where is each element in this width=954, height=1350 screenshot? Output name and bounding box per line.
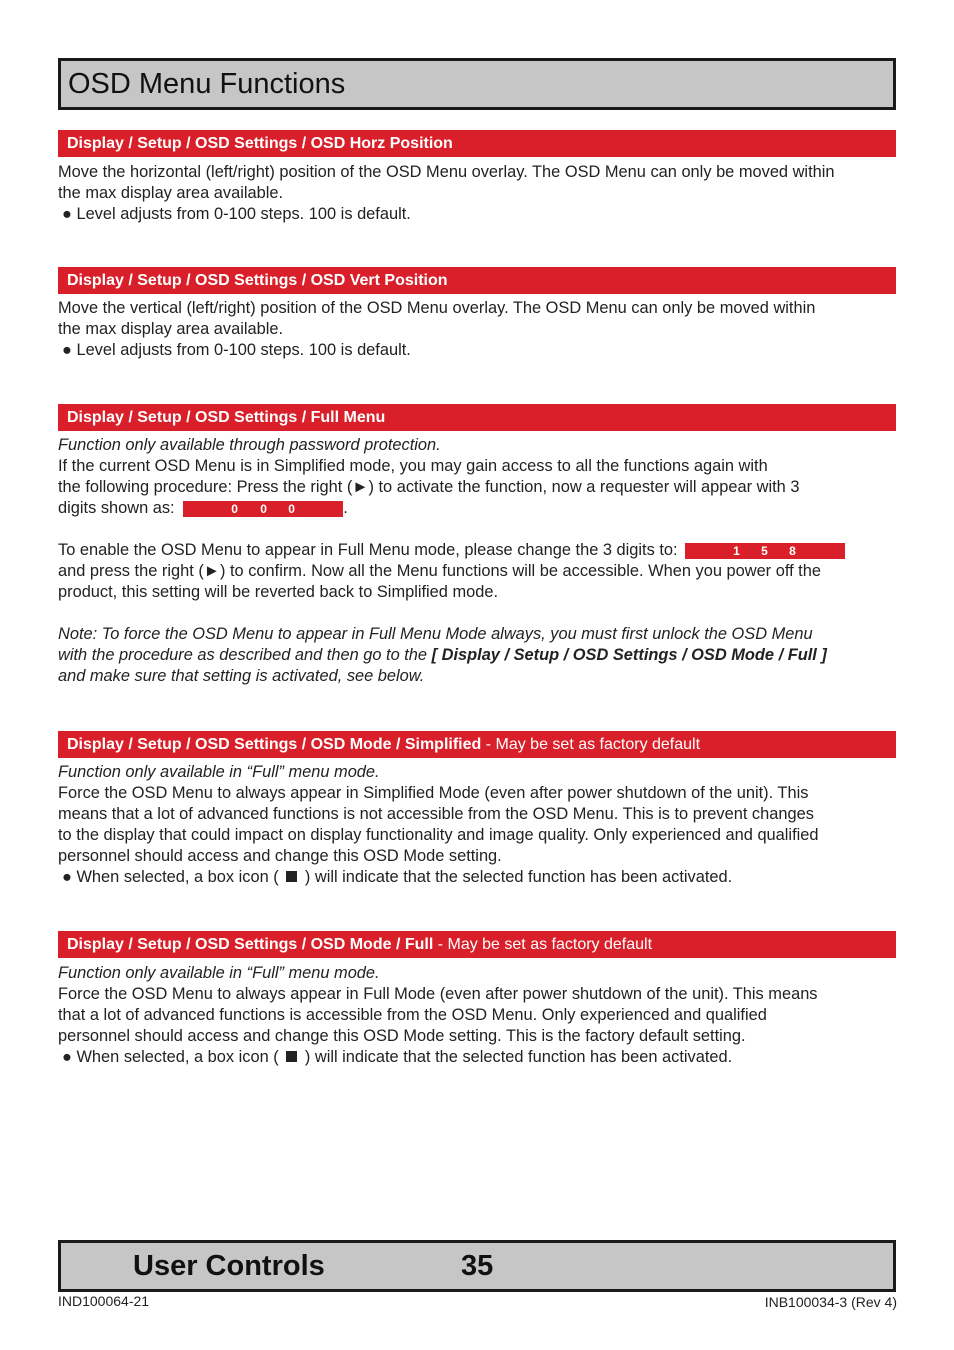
note-line: Note: To force the OSD Menu to appear in Full Menu Mode always, you must first unlock the OSD Menu [58,625,813,643]
section-heading-osd-mode-simplified [58,731,896,758]
digit: 0 [231,501,238,516]
digit: 0 [260,501,267,516]
section-heading-osd-mode-full [58,931,896,958]
bullet-text: ● When selected, a box icon ( [62,868,279,886]
bullet-item: ● Level adjusts from 0-100 steps. 100 is default. [62,341,411,359]
section-heading-text: Display / Setup / OSD Settings / OSD Mode / Simplified [67,736,482,753]
body-line: the max display area available. [58,184,284,202]
bullet-text: ) will indicate that the selected function has been activated. [304,868,733,886]
note-line: and make sure that setting is activated, see below. [58,667,425,685]
default-digits-field [183,501,343,517]
section-body-osd-mode-simplified [58,762,898,888]
footer-box [58,1240,896,1292]
bullet-text: ) will indicate that the selected function has been activated. [304,1048,733,1066]
section-heading-text: Display / Setup / OSD Settings / OSD Vert Position [67,272,448,289]
digit: 5 [761,543,768,558]
body-line: personnel should access and change this OSD Mode setting. This is the factory default setting. [58,1027,746,1045]
section-heading-text: Display / Setup / OSD Settings / Full Menu [67,409,386,426]
body-line: to the display that could impact on display functionality and image quality. Only experienced and qualified [58,826,819,844]
italic-line: Function only available in “Full” menu mode. [58,763,380,781]
doc-number-right: INB100034-3 (Rev 4) [764,1294,897,1310]
section-heading-vert-position [58,267,896,294]
page-title-box [58,58,896,110]
body-line: means that a lot of advanced functions is not accessible from the OSD Menu. This is to prevent changes [58,805,814,823]
body-line: the max display area available. [58,320,284,338]
digit: 1 [733,543,740,558]
body-line: product, this setting will be reverted back to Simplified mode. [58,583,499,601]
footer-section-title: User Controls [133,1250,325,1282]
bullet-text: ● When selected, a box icon ( [62,1048,279,1066]
body-line-with-digits [58,540,898,561]
section-body-full-menu [58,435,898,687]
body-line-with-digits [58,498,898,519]
unlock-digits-field [685,543,845,559]
italic-line: Function only available through password protection. [58,436,441,454]
bullet-item [58,867,898,888]
section-body-osd-mode-full [58,963,898,1068]
note-menu-path: [ Display / Setup / OSD Settings / OSD Mode / Full ] [431,646,827,664]
section-body-horz-position [58,162,898,225]
body-line: Force the OSD Menu to always appear in Full Mode (even after power shutdown of the unit). This means [58,985,818,1003]
body-line: personnel should access and change this OSD Mode setting. [58,847,502,865]
doc-number-left: IND100064-21 [58,1293,150,1309]
body-line: and press the right (►) to confirm. Now all the Menu functions will be accessible. When you power off the [58,562,821,580]
body-line: If the current OSD Menu is in Simplified mode, you may gain access to all the functions again with [58,457,768,475]
body-text: digits shown as: [58,499,175,517]
page-title: OSD Menu Functions [68,68,346,100]
page-number: 35 [461,1250,494,1282]
bullet-item: ● Level adjusts from 0-100 steps. 100 is default. [62,205,411,223]
digit: 8 [789,543,796,558]
body-line: that a lot of advanced functions is accessible from the OSD Menu. Only experienced and qualified [58,1006,767,1024]
section-body-vert-position [58,298,898,361]
section-heading-text: Display / Setup / OSD Settings / OSD Horz Position [67,135,453,152]
body-text: . [343,499,348,517]
section-heading-suffix: - May be set as factory default [433,936,653,953]
note-line [58,645,898,666]
section-heading-suffix: - May be set as factory default [481,736,701,753]
blank-line [58,603,898,624]
body-line: Move the vertical (left/right) position of the OSD Menu overlay. The OSD Menu can only be moved within [58,299,816,317]
blank-line [58,519,898,540]
section-heading-full-menu [58,404,896,431]
body-line: Force the OSD Menu to always appear in Simplified Mode (even after power shutdown of the unit). This [58,784,809,802]
section-heading-text: Display / Setup / OSD Settings / OSD Mode / Full [67,936,434,953]
section-heading-horz-position [58,130,896,157]
box-icon [286,1051,297,1062]
body-text: To enable the OSD Menu to appear in Full Menu mode, please change the 3 digits to: [58,541,678,559]
body-line: the following procedure: Press the right (►) to activate the function, now a requester will appear with 3 [58,478,800,496]
italic-line: Function only available in “Full” menu mode. [58,964,380,982]
note-text: with the procedure as described and then go to the [58,646,428,664]
body-line: Move the horizontal (left/right) position of the OSD Menu overlay. The OSD Menu can only be moved within [58,163,835,181]
bullet-item [58,1047,898,1068]
box-icon [286,871,297,882]
digit: 0 [288,501,295,516]
